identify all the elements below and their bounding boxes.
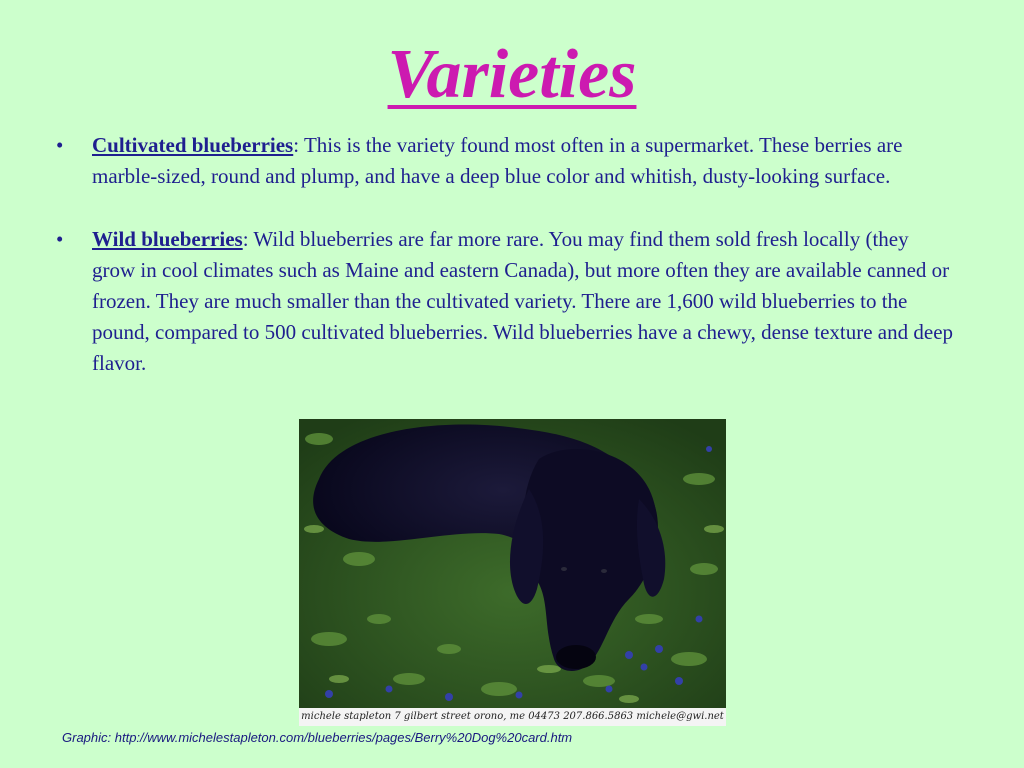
bullet-text-wild: Wild blueberries are far more rare. You may find them sold fresh locally (they grow in cool climates such as Maine and eastern Canada), but more often they are available canned or frozen. They are much smaller than the cultivated variety. There are 1,600 wild blueberries to the pound, compared to 500 cultivated blueberries. Wild blueberries have a chewy, dense texture and deep flavor.	[92, 227, 954, 375]
bullet-marker: •	[56, 133, 64, 157]
bullet-separator: :	[242, 227, 249, 251]
bullet-marker: •	[56, 227, 64, 251]
photo-caption: michele stapleton 7 gilbert street orono, me 04473 207.866.5863 michele@gwi.net	[299, 708, 726, 726]
dog-in-blueberries-photo	[299, 419, 726, 726]
slide-title: Varieties	[387, 36, 637, 113]
bullet-item-wild	[56, 224, 956, 379]
graphic-credit: Graphic: http://www.michelestapleton.com/blueberries/pages/Berry%20Dog%20card.htm	[62, 730, 573, 745]
bullet-item-cultivated	[56, 130, 956, 192]
bullet-separator: :	[293, 133, 300, 157]
bullet-term-wild: Wild blueberries	[92, 227, 243, 251]
bullet-list	[56, 130, 956, 411]
bullet-text-cultivated: This is the variety found most often in a supermarket. These berries are marble-sized, round and plump, and have a deep blue color and whitish, dusty-looking surface.	[92, 133, 903, 188]
bullet-term-cultivated: Cultivated blueberries	[92, 133, 294, 157]
dog-illustration	[299, 419, 726, 708]
